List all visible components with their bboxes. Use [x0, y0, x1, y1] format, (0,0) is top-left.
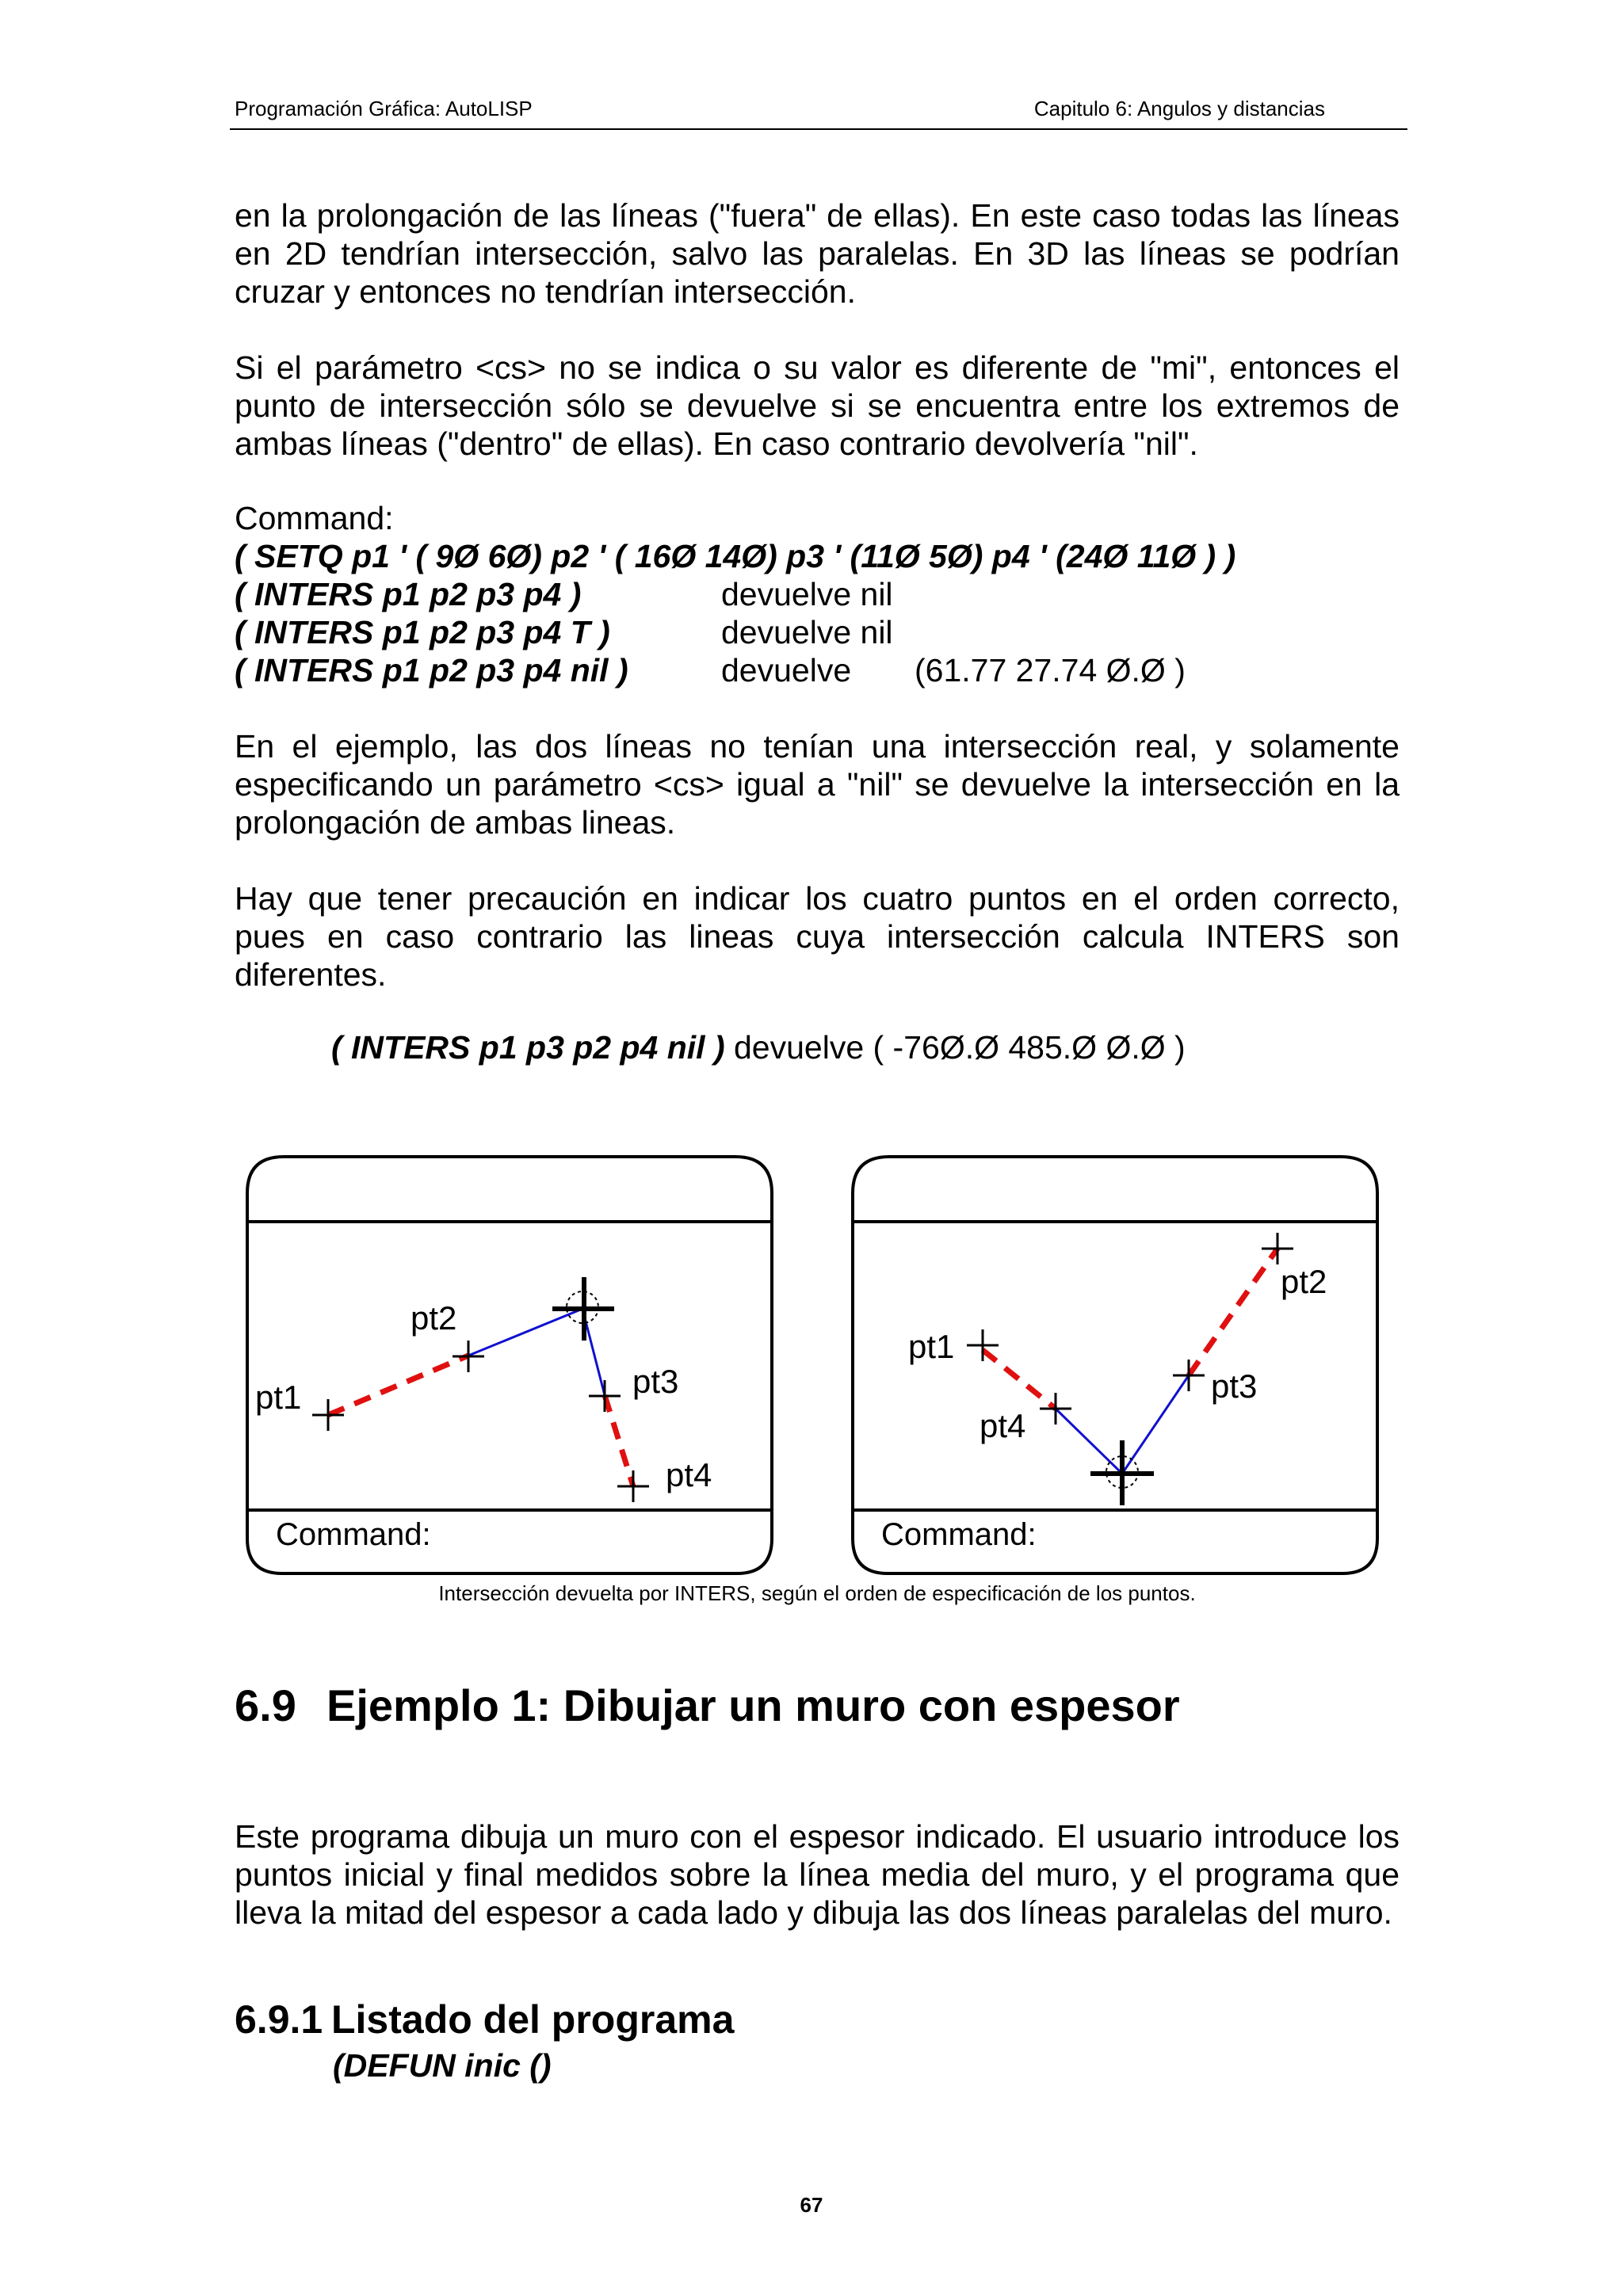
- right-label-pt4: pt4: [980, 1407, 1026, 1444]
- header-chapter-title: Capitulo 6: Angulos y distancias: [1033, 97, 1325, 120]
- inters-code: ( INTERS p1 p2 p3 p4 ): [235, 576, 582, 612]
- inters-code: ( INTERS p1 p2 p3 p4 T ): [235, 614, 610, 650]
- left-command-text: Command:: [276, 1517, 431, 1552]
- paragraph-2: Si el parámetro <cs> no se indica o su valor es diferente de "mi", entonces el punto de intersección sólo se devuelve si se encuentra entre los extremos de ambas líneas ("dentro" de ellas). En caso contrario devolvería "nil".: [235, 349, 1400, 462]
- page-number: 67: [800, 2193, 823, 2217]
- paragraph-4: Hay que tener precaución en indicar los cuatro puntos en el orden correcto, pues en caso contrario las lineas cuya intersección calcula INTERS son diferentes.: [235, 880, 1400, 993]
- left-label-pt2: pt2: [411, 1299, 457, 1337]
- defun-line: (DEFUN inic (): [333, 2047, 552, 2084]
- inters-value: (61.77 27.74 Ø.Ø ): [915, 652, 1186, 688]
- command-label: Command:: [235, 500, 394, 536]
- subsection-heading: [235, 1997, 734, 2042]
- subsection-number: 6.9.1: [235, 1997, 323, 2042]
- inters-result: devuelve nil: [721, 576, 893, 612]
- right-label-pt2: pt2: [1281, 1263, 1327, 1300]
- right-command-text: Command:: [881, 1517, 1037, 1552]
- right-label-pt3: pt3: [1211, 1367, 1258, 1405]
- inters-result: devuelve nil: [721, 614, 893, 650]
- paragraph-1: en la prolongación de las líneas ("fuera" de ellas). En este caso todas las líneas en 2D tendrían intersección, salvo las paralelas. En 3D las líneas se podrían cruzar y entonces no tendrían intersección.: [235, 197, 1400, 310]
- left-label-pt3: pt3: [632, 1363, 679, 1400]
- section-heading: [235, 1680, 1180, 1731]
- right-panel: [853, 1157, 1377, 1573]
- paragraph-3: En el ejemplo, las dos líneas no tenían una intersección real, y solamente especificando un parámetro <cs> igual a "nil" se devuelve la intersección en la prolongación de ambas lineas.: [235, 728, 1400, 841]
- inters-figure: [244, 1154, 1385, 1575]
- page-header: [230, 93, 1407, 130]
- example2-result: devuelve ( -76Ø.Ø 485.Ø Ø.Ø ): [724, 1029, 1186, 1066]
- example2-code: ( INTERS p1 p3 p2 p4 nil ): [331, 1029, 725, 1066]
- example2-line: [331, 1028, 1186, 1066]
- section-title: Ejemplo 1: Dibujar un muro con espesor: [327, 1680, 1180, 1730]
- subsection-title: Listado del programa: [331, 1997, 735, 2042]
- left-label-pt4: pt4: [666, 1456, 712, 1493]
- section-number: 6.9: [235, 1680, 296, 1730]
- setq-line: ( SETQ p1 ' ( 9Ø 6Ø) p2 ' ( 16Ø 14Ø) p3 ' (11Ø 5Ø) p4 ' (24Ø 11Ø ) ): [235, 538, 1236, 574]
- left-panel: [247, 1157, 772, 1573]
- inters-code: ( INTERS p1 p2 p3 p4 nil ): [235, 652, 628, 688]
- header-book-title: Programación Gráfica: AutoLISP: [235, 97, 533, 120]
- paragraph-5: Este programa dibuja un muro con el espesor indicado. El usuario introduce los puntos inicial y final medidos sobre la línea media del muro, y el programa que lleva la mitad del espesor a cada lado y dibuja las dos líneas paralelas del muro.: [235, 1818, 1400, 1931]
- right-label-pt1: pt1: [908, 1328, 955, 1365]
- left-label-pt1: pt1: [255, 1379, 302, 1416]
- figure-caption: Intersección devuelta por INTERS, según el orden de especificación de los puntos.: [438, 1581, 1196, 1605]
- inters-result: devuelve: [721, 652, 852, 688]
